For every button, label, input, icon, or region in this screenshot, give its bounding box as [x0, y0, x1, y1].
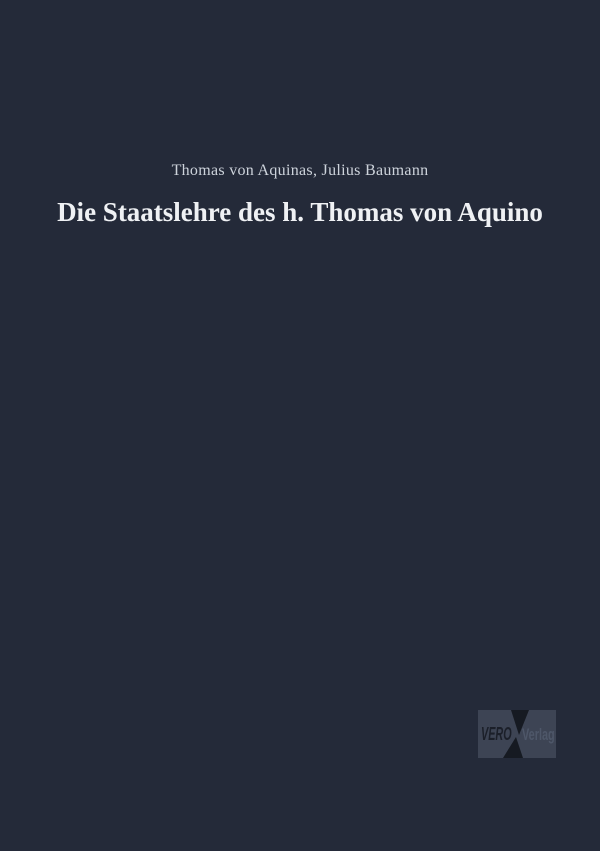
publisher-logo-word-right: Verlag: [522, 725, 555, 744]
publisher-logo: [478, 710, 556, 758]
publisher-logo-word-left: VERO: [481, 724, 512, 744]
author-line: Thomas von Aquinas, Julius Baumann: [171, 162, 429, 179]
book-title: Die Staatslehre des h. Thomas von Aquino: [57, 197, 543, 227]
